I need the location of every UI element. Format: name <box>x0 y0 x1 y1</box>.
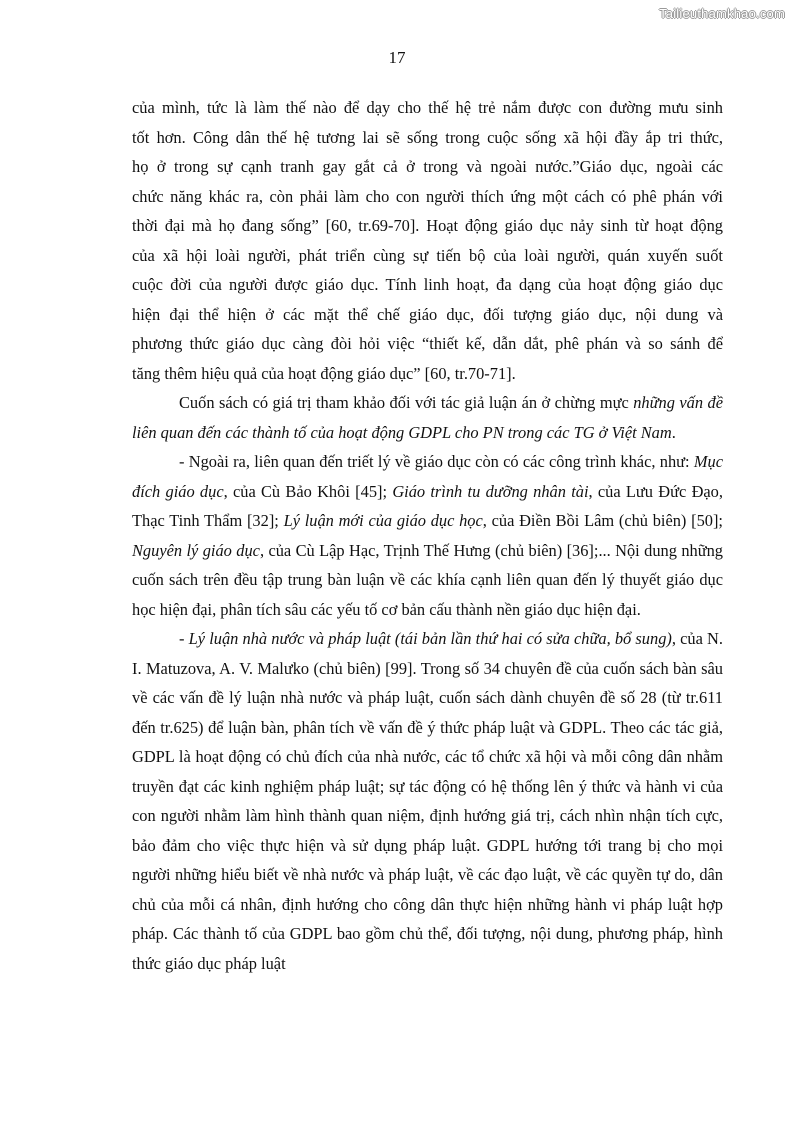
text-line: của xã hội loài người, phát triển cùng sự tiến bộ của loài người, quán xuyến suốt <box>132 245 723 265</box>
paragraph-1 <box>132 93 723 388</box>
paragraph-3-s2: , của Cù Bảo Khôi [45]; <box>223 481 393 501</box>
page-number: 17 <box>388 48 406 67</box>
watermark: Tailieuthamkhao.com <box>659 6 785 21</box>
text-line: phương thức giáo dục càng đòi hỏi việc “thiết kế, dẫn dắt, phê phán và so sánh để <box>132 334 723 353</box>
paragraph-4-text: , của N. I. Matuzova, A. V. Malưko (chủ biên) [99]. Trong số 34 chuyên đề của cuốn sách bàn sâu về các vấn đề lý luận nhà nước và pháp luật, cuốn sách dành chuyên đề số 28 (từ tr.611 đến tr.625) để luận bàn, phân tích về vấn đề ý thức pháp luật và GDPL. Theo các tác giả, GDPL là hoạt động có chủ đích của nhà nước, các tổ chức xã hội và mỗi công dân nhằm truyền đạt các kinh nghiệm pháp luật; sự tác động có hệ thống lên ý thức và hành vi của con người nhằm làm hình thành quan niệm, định hướng giá trị, cách nhìn nhận tích cực, bảo đảm cho việc thực hiện và sử dụng pháp luật. GDPL hướng tới trang bị cho mọi người những hiểu biết về nhà nước và pháp luật, về các đạo luật, về các quyền tự do, dân chủ của mỗi cá nhân, định hướng cho công dân thực hiện những hành vi pháp luật hợp pháp. Các thành tố của GDPL bao gồm chủ thể, đối tượng, nội dung, phương pháp, hình thức giáo dục pháp luật <box>132 629 723 973</box>
text-line: tốt hơn. Công dân thế hệ tương lai sẽ sống trong cuộc sống xã hội đầy ắp tri thức, <box>132 127 723 147</box>
book-title-1: Mục đích giáo dục <box>132 452 723 501</box>
text-line: cuộc đời của người được giáo dục. Tính linh hoạt, đa dạng của hoạt động giáo dục <box>132 275 723 294</box>
book-title-3: Lý luận mới của giáo dục học <box>283 511 483 530</box>
paragraph-2-text: Cuốn sách có giá trị tham khảo đối với tác giả luận án ở chừng mực <box>179 393 634 412</box>
paragraph-3 <box>132 447 723 624</box>
text-line: chức năng khác ra, còn phải làm cho con người thích ứng một cách có phê phán với <box>132 186 723 206</box>
book-title-2: Giáo trình tu dưỡng nhân tài <box>392 481 589 501</box>
book-title-5: - Lý luận nhà nước và pháp luật (tái bản lần thứ hai có sửa chữa, bổ sung) <box>179 629 672 648</box>
body-text <box>132 93 723 978</box>
paragraph-4 <box>132 624 723 978</box>
paragraph-2-end: . <box>671 422 676 442</box>
book-title-4: Nguyên lý giáo dục <box>132 540 260 560</box>
text-line: của mình, tức là làm thế nào để dạy cho thế hệ trẻ nắm được con đường mưu sinh <box>132 98 723 117</box>
paragraph-2 <box>132 388 723 447</box>
text-line: hiện đại thể hiện ở các mặt thể chế giáo dục, đối tượng giáo dục, nội dung và <box>132 304 723 324</box>
paragraph-3-s1: - Ngoài ra, liên quan đến triết lý về giáo dục còn có các công trình khác, như: <box>179 452 694 471</box>
text-line: thời đại mà họ đang sống” [60, tr.69-70]. Hoạt động giáo dục nảy sinh từ hoạt động <box>132 216 723 235</box>
paragraph-3-s3: , của Lưu Đức Đạo, Thạc Tinh Thẩm [32]; <box>132 481 723 530</box>
text-line: tăng thêm hiệu quả của hoạt động giáo dục” [60, tr.70-71]. <box>132 363 516 383</box>
paragraph-2-italic: những vấn đề liên quan đến các thành tố của hoạt động GDPL cho PN trong các TG ở Việt Nam <box>132 393 723 442</box>
paragraph-3-s4: , của Điền Bồi Lâm (chủ biên) [50]; <box>482 511 723 530</box>
text-line: họ ở trong sự cạnh tranh gay gắt cả ở trong và ngoài nước.”Giáo dục, ngoài các <box>132 157 723 176</box>
paragraph-3-s5: , của Cù Lập Hạc, Trịnh Thế Hưng (chủ biên) [36];... Nội dung những cuốn sách trên đều tập trung bàn luận về các khía cạnh liên quan đến lý thuyết giáo dục học hiện đại, phân tích sâu các yếu tố cơ bản cấu thành nền giáo dục hiện đại. <box>132 540 723 619</box>
